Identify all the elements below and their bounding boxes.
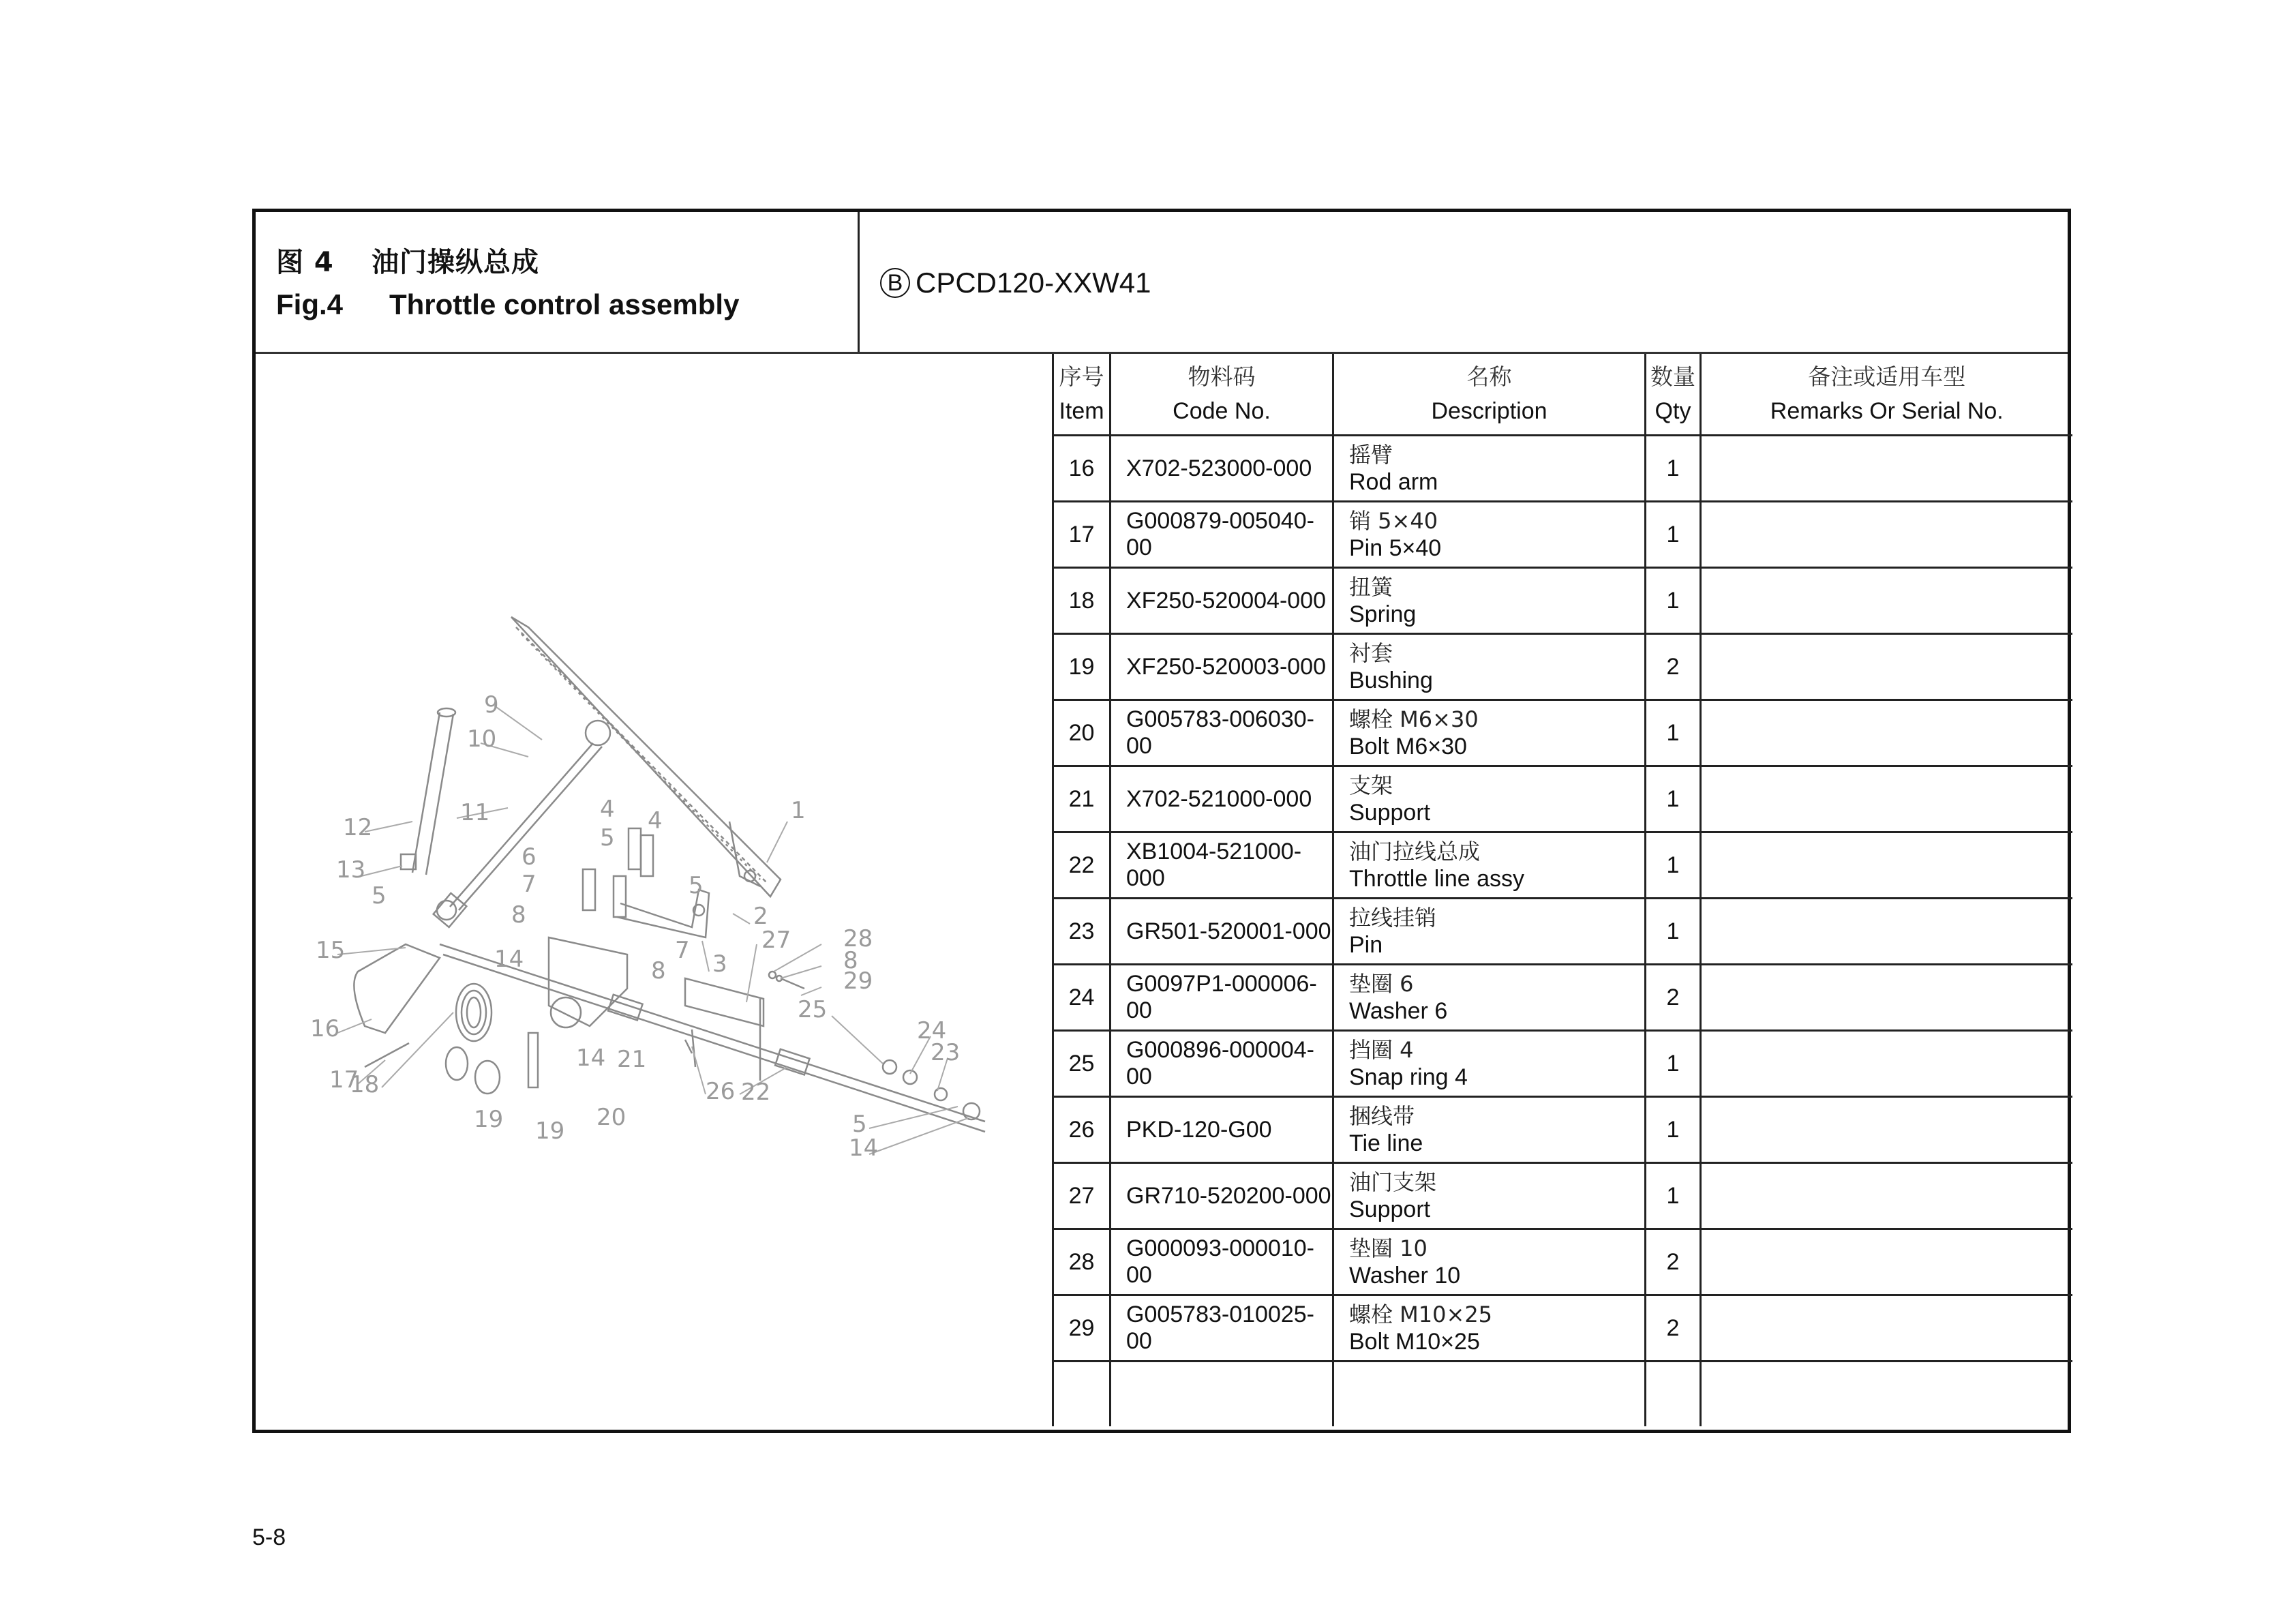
quantity: 1	[1646, 568, 1701, 634]
code-number: G000879-005040-00	[1111, 502, 1333, 568]
column-header-description: 名称 Description	[1333, 354, 1646, 436]
description: 扭簧 Spring	[1333, 568, 1646, 634]
quantity: 1	[1646, 1097, 1701, 1163]
item-number: 28	[1053, 1229, 1111, 1295]
description: 衬套 Bushing	[1333, 634, 1646, 700]
column-header-remarks: 备注或适用车型 Remarks Or Serial No.	[1701, 354, 2072, 436]
table-row	[1053, 965, 2072, 1031]
item-number: 21	[1053, 766, 1111, 832]
callout-10: 10	[467, 725, 497, 753]
remarks	[1701, 766, 2072, 832]
item-number: 26	[1053, 1097, 1111, 1163]
callout-3: 3	[712, 950, 727, 978]
quantity: 1	[1646, 502, 1701, 568]
callout-5d: 5	[852, 1111, 867, 1138]
item-number: 17	[1053, 502, 1111, 568]
description: 螺栓 M10×25 Bolt M10×25	[1333, 1295, 1646, 1362]
description: 垫圈 6 Washer 6	[1333, 965, 1646, 1031]
quantity: 1	[1646, 1031, 1701, 1097]
item-number: 23	[1053, 899, 1111, 965]
empty-cell	[1333, 1362, 1646, 1427]
code-number: XF250-520003-000	[1111, 634, 1333, 700]
callout-25: 25	[798, 996, 828, 1023]
callout-5c: 5	[372, 882, 387, 909]
remarks	[1701, 965, 2072, 1031]
item-number: 18	[1053, 568, 1111, 634]
remarks	[1701, 700, 2072, 766]
figure-number-en: Fig.4	[276, 288, 344, 320]
callout-20: 20	[596, 1104, 626, 1131]
description: 油门拉线总成 Throttle line assy	[1333, 832, 1646, 899]
table-row	[1053, 899, 2072, 965]
empty-cell	[1701, 1362, 2072, 1427]
column-header-qty: 数量 Qty	[1646, 354, 1701, 436]
quantity: 1	[1646, 766, 1701, 832]
description: 挡圈 4 Snap ring 4	[1333, 1031, 1646, 1097]
table-row	[1053, 568, 2072, 634]
remarks	[1701, 1163, 2072, 1229]
quantity: 2	[1646, 1295, 1701, 1362]
quantity: 1	[1646, 436, 1701, 502]
callout-14c: 14	[849, 1134, 879, 1162]
callout-29: 29	[843, 967, 873, 995]
pedal-plate-shape	[511, 617, 781, 897]
callout-11: 11	[460, 799, 490, 826]
description: 拉线挂销 Pin	[1333, 899, 1646, 965]
quantity: 1	[1646, 899, 1701, 965]
table-row	[1053, 700, 2072, 766]
table-row	[1053, 1031, 2072, 1097]
callout-21: 21	[617, 1046, 647, 1073]
callout-7a: 7	[522, 871, 537, 898]
remarks	[1701, 1229, 2072, 1295]
table-row	[1053, 634, 2072, 700]
code-number: G000093-000010-00	[1111, 1229, 1333, 1295]
remarks	[1701, 436, 2072, 502]
table-row-empty	[1053, 1362, 2072, 1427]
quantity: 1	[1646, 1163, 1701, 1229]
callout-26: 26	[706, 1078, 736, 1105]
callout-14b: 14	[576, 1044, 606, 1072]
remarks	[1701, 568, 2072, 634]
code-number: G005783-010025-00	[1111, 1295, 1333, 1362]
callout-28: 28	[843, 925, 873, 952]
code-number: X702-521000-000	[1111, 766, 1333, 832]
code-number: GR501-520001-000	[1111, 899, 1333, 965]
table-row	[1053, 1097, 2072, 1163]
item-number: 20	[1053, 700, 1111, 766]
code-number: PKD-120-G00	[1111, 1097, 1333, 1163]
figure-title-cn	[276, 241, 539, 280]
description: 销 5×40 Pin 5×40	[1333, 502, 1646, 568]
callout-8c: 8	[843, 947, 858, 974]
quantity: 1	[1646, 832, 1701, 899]
callout-5a: 5	[600, 824, 615, 852]
code-number: X702-523000-000	[1111, 436, 1333, 502]
empty-cell	[1111, 1362, 1333, 1427]
item-number: 19	[1053, 634, 1111, 700]
callout-1: 1	[791, 797, 806, 824]
table-row	[1053, 832, 2072, 899]
code-number: G000896-000004-00	[1111, 1031, 1333, 1097]
quantity: 2	[1646, 634, 1701, 700]
remarks	[1701, 1295, 2072, 1362]
callout-7b: 7	[675, 937, 690, 964]
callout-6: 6	[522, 843, 537, 871]
quantity: 2	[1646, 1229, 1701, 1295]
description: 垫圈 10 Washer 10	[1333, 1229, 1646, 1295]
description: 支架 Support	[1333, 766, 1646, 832]
callout-19b: 19	[535, 1117, 565, 1145]
page-number: 5-8	[252, 1524, 286, 1550]
remarks	[1701, 832, 2072, 899]
empty-cell	[1053, 1362, 1111, 1427]
circled-b-icon: B	[880, 268, 910, 298]
callout-5b: 5	[689, 872, 704, 899]
remarks	[1701, 1031, 2072, 1097]
table-row	[1053, 1295, 2072, 1362]
quantity: 1	[1646, 700, 1701, 766]
item-number: 22	[1053, 832, 1111, 899]
callout-16: 16	[310, 1015, 340, 1042]
table-row	[1053, 1229, 2072, 1295]
item-number: 16	[1053, 436, 1111, 502]
table-header-row	[1053, 354, 2072, 436]
callout-18: 18	[350, 1071, 380, 1098]
item-number: 25	[1053, 1031, 1111, 1097]
column-header-code: 物料码 Code No.	[1111, 354, 1333, 436]
code-number: GR710-520200-000	[1111, 1163, 1333, 1229]
item-number: 27	[1053, 1163, 1111, 1229]
callout-8b: 8	[651, 957, 666, 984]
callout-22: 22	[741, 1079, 771, 1106]
parts-list-table	[1052, 354, 2072, 1426]
callout-2: 2	[753, 903, 768, 930]
callout-13: 13	[336, 856, 366, 884]
quantity: 2	[1646, 965, 1701, 1031]
description: 捆线带 Tie line	[1333, 1097, 1646, 1163]
callout-12: 12	[343, 814, 373, 841]
figure-title-cn-text: 油门操纵总成	[372, 247, 539, 278]
table-row	[1053, 1163, 2072, 1229]
remarks	[1701, 502, 2072, 568]
description: 摇臂 Rod arm	[1333, 436, 1646, 502]
title-row	[256, 212, 2068, 354]
description: 螺栓 M6×30 Bolt M6×30	[1333, 700, 1646, 766]
callout-24: 24	[917, 1017, 947, 1044]
figure-title-block	[256, 212, 860, 352]
callout-17: 17	[329, 1066, 359, 1094]
table-row	[1053, 436, 2072, 502]
callout-23: 23	[931, 1039, 961, 1066]
item-number: 29	[1053, 1295, 1111, 1362]
callout-19a: 19	[474, 1106, 504, 1133]
code-number: G005783-006030-00	[1111, 700, 1333, 766]
column-header-item: 序号 Item	[1053, 354, 1111, 436]
callout-14a: 14	[494, 946, 524, 973]
code-number: G0097P1-000006-00	[1111, 965, 1333, 1031]
callout-8a: 8	[511, 901, 526, 929]
remarks	[1701, 634, 2072, 700]
code-number: XF250-520004-000	[1111, 568, 1333, 634]
callout-4a: 4	[600, 796, 615, 823]
table-row	[1053, 766, 2072, 832]
code-number: XB1004-521000-000	[1111, 832, 1333, 899]
empty-cell	[1646, 1362, 1701, 1427]
parts-sheet-frame	[252, 209, 2071, 1433]
callout-27: 27	[761, 927, 791, 954]
figure-title-en-text: Throttle control assembly	[389, 288, 740, 320]
model-code: CPCD120-XXW41	[916, 267, 1151, 299]
callout-9: 9	[484, 691, 499, 719]
figure-title-en	[276, 288, 739, 321]
model-designation	[880, 267, 1151, 299]
table-row	[1053, 502, 2072, 568]
callout-4b: 4	[648, 807, 663, 834]
item-number: 24	[1053, 965, 1111, 1031]
description: 油门支架 Support	[1333, 1163, 1646, 1229]
remarks	[1701, 1097, 2072, 1163]
model-block	[860, 212, 2068, 352]
exploded-diagram	[256, 354, 1052, 1430]
remarks	[1701, 899, 2072, 965]
figure-number-cn: 图 4	[276, 247, 334, 278]
callout-15: 15	[316, 937, 346, 964]
throttle-assembly-drawing	[256, 354, 1052, 1430]
